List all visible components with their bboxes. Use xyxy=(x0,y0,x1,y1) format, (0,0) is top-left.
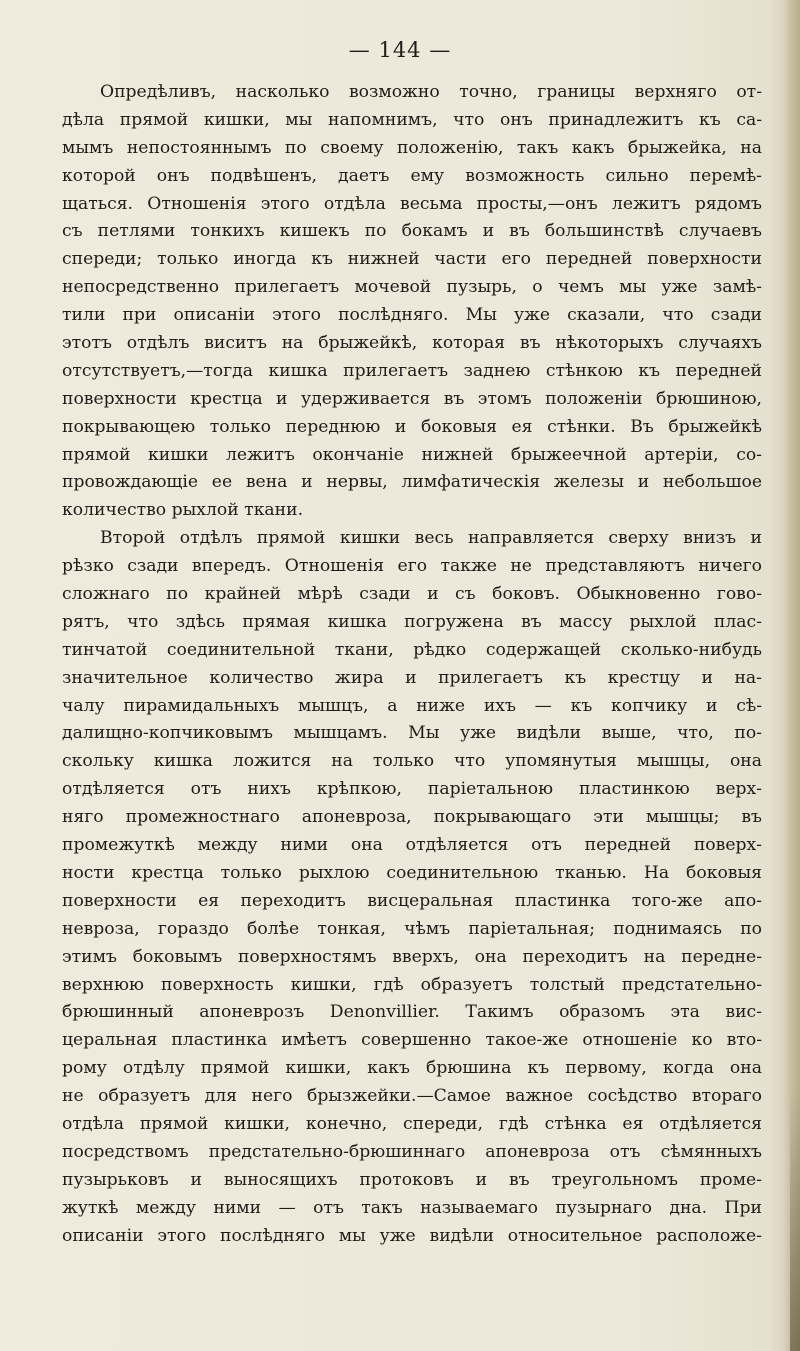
text-line: покрывающею только переднюю и боковыя ея стѣнки. Въ брыжейкѣ xyxy=(62,416,762,437)
text-line: Второй отдѣлъ прямой кишки весь направляется сверху внизъ и xyxy=(100,528,762,549)
text-line: верхнюю поверхность кишки, гдѣ образуетъ толстый предстательно- xyxy=(62,974,762,995)
text-line: тинчатой соединительной ткани, рѣдко содержащей сколько-нибудь xyxy=(62,639,762,660)
text-line: рому отдѣлу прямой кишки, какъ брюшина къ первому, когда она xyxy=(62,1058,762,1079)
text-line: прямой кишки лежитъ окончаніе нижней брыжеечной артеріи, со- xyxy=(62,444,762,465)
text-line: щаться. Отношенія этого отдѣла весьма просты,—онъ лежитъ рядомъ xyxy=(62,193,762,214)
text-line: не образуетъ для него брызжейки.—Самое важное сосѣдство втораго xyxy=(62,1086,762,1107)
text-line: скольку кишка ложится на только что упомянутыя мышцы, она xyxy=(62,751,762,772)
body-text xyxy=(62,79,762,1250)
text-line: промежуткѣ между ними она отдѣляется отъ передней поверх- xyxy=(62,835,762,856)
text-line: чалу пирамидальныхъ мышцъ, а ниже ихъ — къ копчику и сѣ- xyxy=(62,695,762,716)
text-line: сложнаго по крайней мѣрѣ сзади и съ боковъ. Обыкновенно гово- xyxy=(62,584,762,605)
text-line: дѣла прямой кишки, мы напомнимъ, что онъ принадлежитъ къ са- xyxy=(62,109,762,130)
text-line: этотъ отдѣлъ виситъ на брыжейкѣ, которая въ нѣкоторыхъ случаяхъ xyxy=(62,333,762,354)
text-line: отдѣляется отъ нихъ крѣпкою, паріетальною пластинкою верх- xyxy=(62,779,762,800)
text-line: отдѣла прямой кишки, конечно, спереди, гдѣ стѣнка ея отдѣляется xyxy=(62,1113,762,1134)
text-line: рятъ, что здѣсь прямая кишка погружена въ массу рыхлой плас- xyxy=(62,611,762,632)
text-line: мымъ непостояннымъ по своему положенію, такъ какъ брыжейка, на xyxy=(62,137,762,158)
text-line: пузырьковъ и выносящихъ протоковъ и въ треугольномъ проме- xyxy=(62,1169,762,1190)
text-line: няго промежностнаго апоневроза, покрывающаго эти мышцы; въ xyxy=(62,807,762,828)
text-line: поверхности крестца и удерживается въ этомъ положеніи брюшиною, xyxy=(62,388,762,409)
text-line: посредствомъ предстательно-брюшиннаго апоневроза отъ сѣмянныхъ xyxy=(62,1141,762,1162)
text-line: поверхности ея переходитъ висцеральная пластинка того-же апо- xyxy=(62,890,762,911)
page-edge-shadow xyxy=(790,1091,800,1351)
text-line: невроза, гораздо болѣе тонкая, чѣмъ паріетальная; поднимаясь по xyxy=(62,918,762,939)
text-line: далищно-копчиковымъ мышцамъ. Мы уже видѣли выше, что, по- xyxy=(62,723,762,744)
text-line: непосредственно прилегаетъ мочевой пузырь, о чемъ мы уже замѣ- xyxy=(62,277,762,298)
text-line: церальная пластинка имѣетъ совершенно такое-же отношеніе ко вто- xyxy=(62,1030,762,1051)
text-line: рѣзко сзади впередъ. Отношенія его также не представляютъ ничего xyxy=(62,556,762,577)
text-line: съ петлями тонкихъ кишекъ по бокамъ и въ большинствѣ случаевъ xyxy=(62,221,762,242)
text-line: провождающіе ее вена и нервы, лимфатическія железы и небольшое xyxy=(62,472,762,493)
text-line: описаніи этого послѣдняго мы уже видѣли относительное расположе- xyxy=(62,1225,762,1246)
text-line: количество рыхлой ткани. xyxy=(62,500,304,521)
text-line: этимъ боковымъ поверхностямъ вверхъ, она переходитъ на передне- xyxy=(62,946,762,967)
text-line: жуткѣ между ними — отъ такъ называемаго пузырнаго дна. При xyxy=(62,1197,762,1218)
page-number: — 144 — xyxy=(348,38,452,62)
text-line: тили при описаніи этого послѣдняго. Мы уже сказали, что сзади xyxy=(62,305,762,326)
text-line: Опредѣливъ, насколько возможно точно, границы верхняго от- xyxy=(100,82,762,102)
text-line: отсутствуетъ,—тогда кишка прилегаетъ заднею стѣнкою къ передней xyxy=(62,360,762,381)
text-line: которой онъ подвѣшенъ, даетъ ему возможность сильно перемѣ- xyxy=(62,165,762,186)
text-line: ности крестца только рыхлою соединительною тканью. На боковыя xyxy=(62,862,762,883)
text-line: спереди; только иногда къ нижней части его передней поверхности xyxy=(62,249,762,270)
text-line: брюшинный апоневрозъ Denonvillier. Такимъ образомъ эта вис- xyxy=(62,1002,762,1023)
text-line: значительное количество жира и прилегаетъ къ крестцу и на- xyxy=(62,667,762,688)
